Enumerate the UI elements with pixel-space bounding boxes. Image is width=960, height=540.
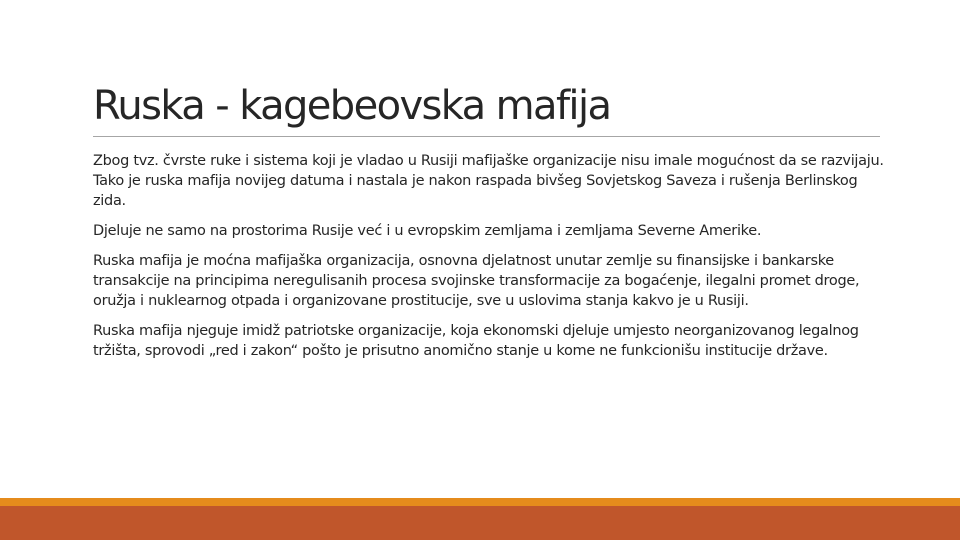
body-paragraph: Ruska mafija njeguje imidž patriotske organizacije, koja ekonomski djeluje umjesto neorganizovanog legalnog tržišta, sprovodi „red i zakon“ pošto je prisutno anomično stanje u kome ne funkcionišu institucije države. [93,323,859,359]
slide-body [93,151,888,371]
footer-accent-bar [0,498,960,506]
body-paragraph: Djeluje ne samo na prostorima Rusije već i u evropskim zemljama i zemljama Severne Amerike. [93,223,762,239]
title-divider [93,136,880,137]
body-paragraph: Ruska mafija je moćna mafijaška organizacija, osnovna djelatnost unutar zemlje su finansijske i bankarske transakcije na principima neregulisanih procesa svojinske transformacije za bogaćenje, ilegalni promet droge, oružja i nuklearnog otpada i organizovane prostitucije, sve u uslovima stanja kakvo je u Rusiji. [93,253,860,309]
footer-band [0,506,960,540]
slide-title: Ruska - kagebeovska mafija [93,83,611,129]
body-paragraph: Zbog tvz. čvrste ruke i sistema koji je vladao u Rusiji mafijaške organizacije nisu imale mogućnost da se razvijaju. Tako je ruska mafija novijeg datuma i nastala je nakon raspada bivšeg Sovjetskog Saveza i rušenja Berlinskog zida. [93,153,884,209]
